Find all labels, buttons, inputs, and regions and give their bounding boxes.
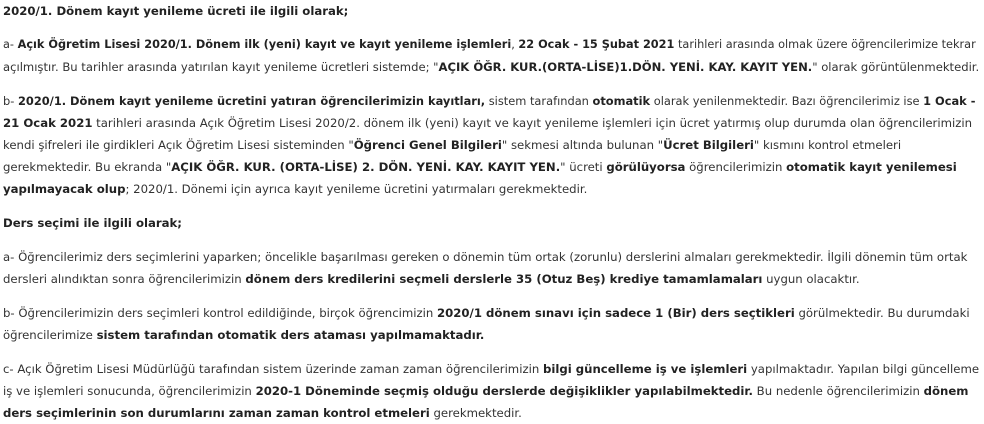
paragraph-c-courses xyxy=(3,358,981,424)
text-line: 21 Ocak 2021 tarihleri arasında Açık Öğretim Lisesi 2020/2. dönem ilk (yeni) kayıt ve kayıt yenileme işlemleri için ücret yatırmış olup durumda olan öğrencilerimizin xyxy=(3,116,973,130)
paragraph-a-registration xyxy=(3,34,981,78)
text-line: ders seçimlerinin son durumlarını zaman zaman kontrol etmeleri gerekmektedir. xyxy=(3,406,522,420)
text-line: açılmıştır. Bu tarihler arasında yatırılan kayıt yenileme ücretleri sistemde; "AÇIK ÖĞR. KUR.(ORTA-LİSE)1.DÖN. YENİ. KAY. KAYIT YEN." olarak görüntülenmektedir. xyxy=(3,60,980,74)
paragraph-gap xyxy=(3,22,981,34)
paragraph-b-courses xyxy=(3,302,981,346)
text-line: c- Açık Öğretim Lisesi Müdürlüğü tarafından sistem üzerinde zaman zaman öğrencilerimizin bilgi güncelleme iş ve işlemleri yapılmaktadır. Yapılan bilgi güncelleme xyxy=(3,362,980,376)
text-line: b- 2020/1. Dönem kayıt yenileme ücretini yatıran öğrencilerimizin kayıtları, sistem tarafından otomatik olarak yenilenmektedir. Bazı öğrencilerimiz ise 1 Ocak - xyxy=(3,94,976,108)
text-line: yapılmayacak olup; 2020/1. Dönemi için ayrıca kayıt yenileme ücretini yatırmaları gerekmektedir. xyxy=(3,182,588,196)
paragraph-gap xyxy=(3,346,981,358)
paragraph-gap xyxy=(3,200,981,212)
text-line: a- Açık Öğretim Lisesi 2020/1. Dönem ilk (yeni) kayıt ve kayıt yenileme işlemleri, 22 Ocak - 15 Şubat 2021 tarihleri arasında olmak üzere öğrencilerimize tekrar xyxy=(3,38,976,51)
paragraph-gap xyxy=(3,234,981,246)
section-heading-course-selection: Ders seçimi ile ilgili olarak; xyxy=(3,216,182,230)
paragraph-gap xyxy=(3,78,981,90)
text-line: b- Öğrencilerimizin ders seçimleri kontrol edildiğinde, birçok öğrencimizin 2020/1 dönem sınavı için sadece 1 (Bir) ders seçtikleri görülmektedir. Bu durumdaki xyxy=(3,306,970,320)
text-line: a- Öğrencilerimiz ders seçimlerini yaparken; öncelikle başarılması gereken o dönemin tüm ortak (zorunlu) derslerini almaları gerekmektedir. İlgili dönemin tüm ortak xyxy=(3,250,968,264)
text-line: iş ve işlemleri sonucunda, öğrencilerimizin 2020-1 Döneminde seçmiş olduğu derslerde değişiklikler yapılabilmektedir. Bu nedenle öğrencilerimizin dönem xyxy=(3,384,969,398)
text-line: dersleri alındıktan sonra öğrencilerimizin dönem ders kredilerini seçmeli derslerle 35 (Otuz Beş) krediye tamamlamaları uygun olacaktır. xyxy=(3,272,860,286)
announcement-document xyxy=(3,0,981,424)
text-line: kendi şifreleri ile girdikleri Açık Öğretim Lisesi sisteminden "Öğrenci Genel Bilgileri" sekmesi altında bulunan "Ücret Bilgileri" kısmını kontrol etmeleri xyxy=(3,138,902,152)
paragraph-gap xyxy=(3,290,981,302)
paragraph-a-courses xyxy=(3,246,981,290)
text-line: öğrencilerimize sistem tarafından otomatik ders ataması yapılmamaktadır. xyxy=(3,328,485,342)
text-line: gerekmektedir. Bu ekranda "AÇIK ÖĞR. KUR. (ORTA-LİSE) 2. DÖN. YENİ. KAY. KAYIT YEN." ücreti görülüyorsa öğrencilerimizin otomatik kayıt yenilemesi xyxy=(3,160,957,174)
paragraph-b-registration xyxy=(3,90,981,200)
section-heading-registration-fee: 2020/1. Dönem kayıt yenileme ücreti ile ilgili olarak; xyxy=(3,4,349,18)
